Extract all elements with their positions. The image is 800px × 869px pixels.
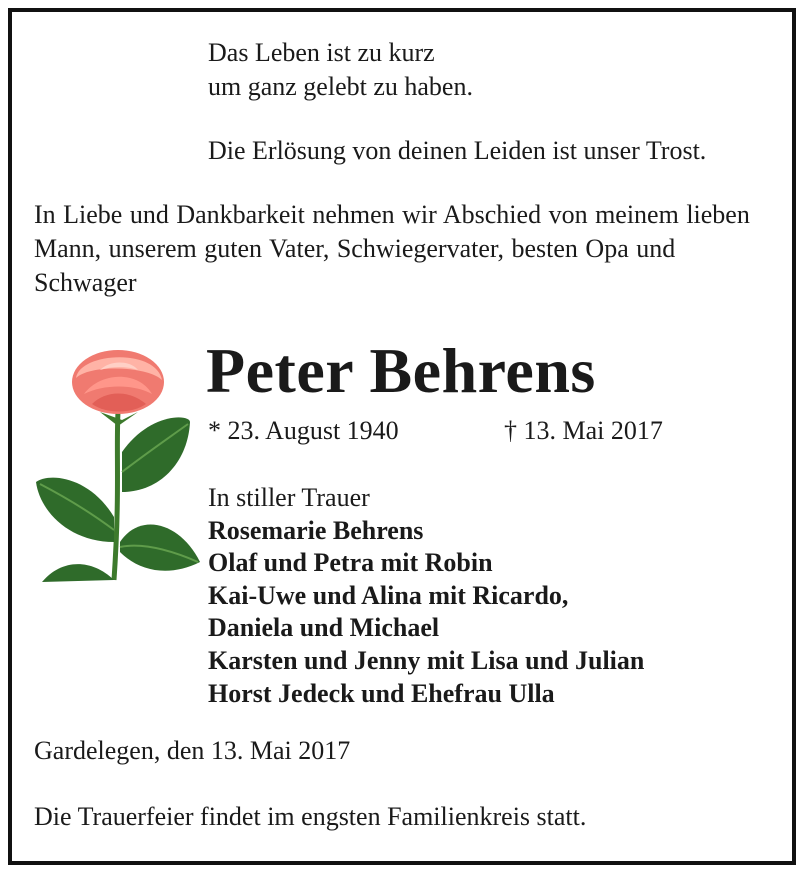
- death-date: † 13. Mai 2017: [504, 416, 663, 445]
- poem-line: Das Leben ist zu kurz: [208, 38, 435, 67]
- poem-verse: [208, 36, 473, 104]
- mourner-name: Rosemarie Behrens: [208, 515, 424, 545]
- mourner-name: Olaf und Petra mit Robin: [208, 548, 493, 578]
- rose-icon: [30, 342, 202, 582]
- mourners-heading: In stiller Trauer: [208, 483, 370, 512]
- place-and-date: Gardelegen, den 13. Mai 2017: [34, 736, 351, 765]
- birth-date: * 23. August 1940: [208, 416, 399, 445]
- mourner-name: Daniela und Michael: [208, 613, 440, 643]
- ceremony-note: Die Trauerfeier findet im engsten Familienkreis statt.: [34, 802, 587, 831]
- deceased-name: Peter Behrens: [206, 335, 596, 406]
- mourner-name: Karsten und Jenny mit Lisa und Julian: [208, 645, 645, 675]
- poem-line: um ganz gelebt zu haben.: [208, 72, 473, 101]
- mourner-name: Kai-Uwe und Alina mit Ricardo,: [208, 580, 569, 610]
- obituary-notice: [8, 8, 796, 865]
- mourner-name: Horst Jedeck und Ehefrau Ulla: [208, 678, 555, 708]
- mourners-list: [208, 482, 644, 710]
- consolation-line: Die Erlösung von deinen Leiden ist unser Trost.: [208, 136, 707, 165]
- farewell-intro: In Liebe und Dankbarkeit nehmen wir Abschied von meinem lieben Mann, unserem guten Vater, Schwiegervater, besten Opa und Schwager: [34, 200, 750, 297]
